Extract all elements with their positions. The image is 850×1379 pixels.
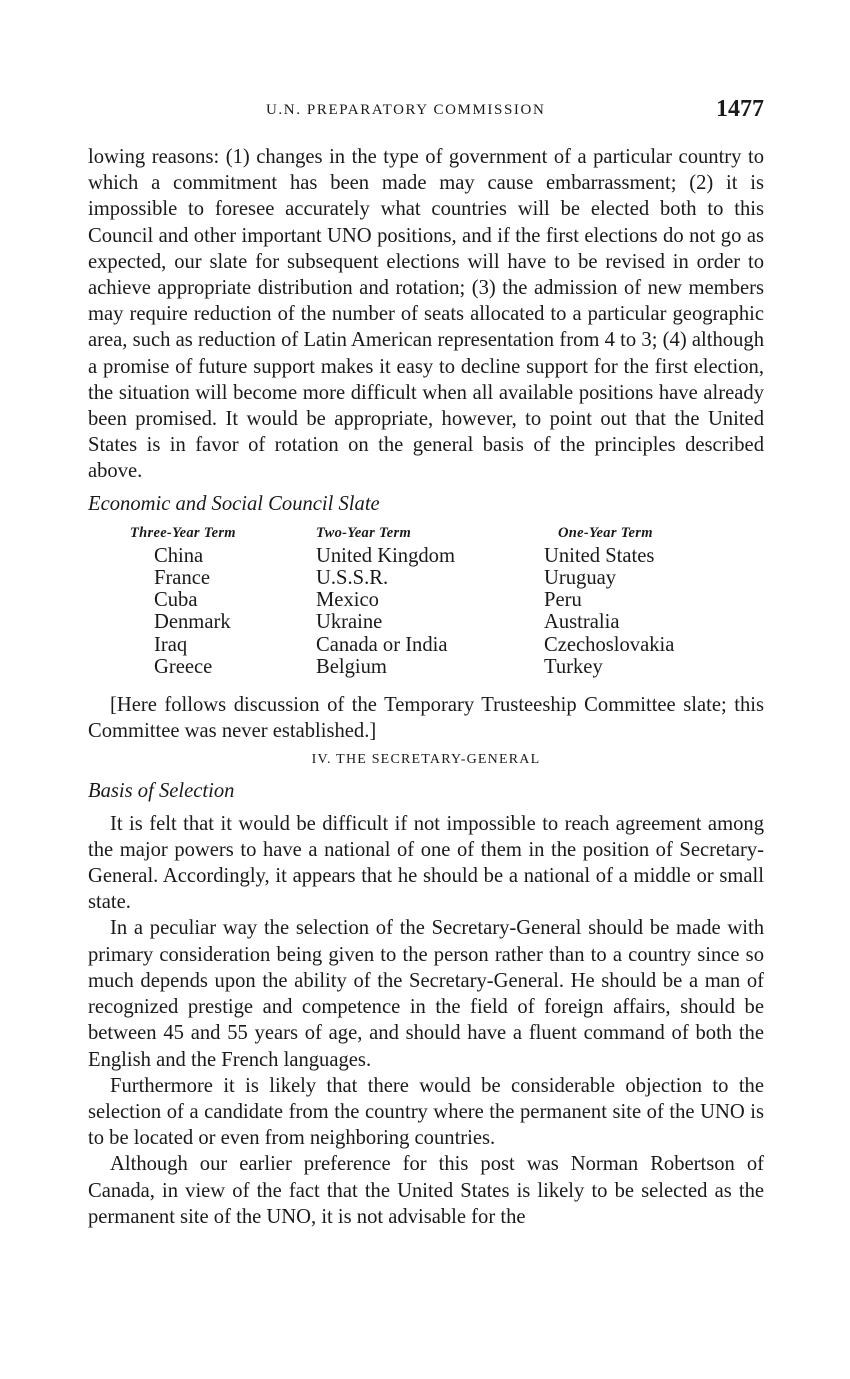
slate-country: Australia	[544, 611, 620, 634]
slate-country: Iraq	[154, 633, 188, 656]
slate-column-header: One-Year Term	[558, 524, 653, 541]
slate-column-header: Two-Year Term	[316, 524, 412, 541]
page-number: 1477	[716, 96, 764, 122]
slate-country: U.S.S.R.	[316, 567, 389, 590]
slate-country: China	[154, 544, 204, 567]
slate-heading: Economic and Social Council Slate	[88, 492, 380, 515]
slate-country: Ukraine	[316, 611, 383, 634]
running-head	[88, 96, 764, 126]
slate-country: Denmark	[154, 611, 231, 634]
slate-country: Turkey	[544, 655, 603, 678]
body-text	[88, 144, 764, 1230]
paragraph-basis-4: Although our earlier preference for this post was Norman Robertson of Canada, in view of the fact that the United States is likely to be selected as the permanent site of the UNO, it is not advisable for the	[88, 1153, 764, 1228]
slate-country: Uruguay	[544, 567, 617, 590]
editorial-note: [Here follows discussion of the Temporary Trusteeship Committee slate; this Committee was never established.]	[88, 694, 764, 743]
slate-column-header: Three-Year Term	[130, 524, 236, 541]
slate-country: France	[154, 567, 211, 590]
paragraph-basis-3: Furthermore it is likely that there would be considerable objection to the selection of a candidate from the country where the permanent site of the UNO is to be located or even from neighboring countries.	[88, 1074, 764, 1150]
paragraph-basis-2: In a peculiar way the selection of the Secretary-General should be made with primary consideration being given to the person rather than to a country since so much depends upon the ability of the Secretary-General. He should be a man of recognized prestige and competence in the field of foreign affairs, should be between 45 and 55 years of age, and should have a fluent command of both the English and the French languages.	[88, 917, 764, 1071]
slate-country: Belgium	[316, 655, 387, 678]
running-title: U.N. PREPARATORY COMMISSION	[266, 102, 546, 118]
slate-table	[130, 523, 764, 678]
slate-country: Greece	[154, 655, 213, 678]
slate-country: United States	[544, 544, 655, 567]
paragraph-basis-1: It is felt that it would be difficult if not impossible to reach agreement among the major powers to have a national of one of them in the position of Secretary-General. Accordingly, it appears that he should be a national of a middle or small state.	[88, 812, 764, 914]
part-heading: IV. THE SECRETARY-GENERAL	[311, 752, 541, 768]
slate-column-three-year	[130, 523, 316, 678]
slate-column-two-year	[316, 523, 544, 678]
slate-column-one-year	[544, 523, 764, 678]
paragraph-reasons: lowing reasons: (1) changes in the type of government of a particular country to which a commitment has been made may cause embarrassment; (2) it is impossible to foresee accurately what countries will be elected both to this Council and other important UNO positions, and if the first elections do not go as expected, our slate for subsequent elections will have to be revised in order to achieve appropriate distribution and rotation; (3) the admission of new members may require reduction of the number of seats allocated to a particular geographic area, such as reduction of Latin American representation from 4 to 3; (4) although a promise of future support makes it easy to decline support for the first election, the situation will become more difficult when all available positions have already been promised. It would be appropriate, however, to point out that the United States is in favor of rotation on the general basis of the principles described above.	[88, 146, 764, 483]
slate-country: United Kingdom	[316, 544, 455, 567]
slate-country: Mexico	[316, 589, 379, 612]
section-subheading: Basis of Selection	[88, 780, 235, 803]
slate-country: Peru	[544, 589, 582, 612]
slate-country: Canada or India	[316, 633, 448, 656]
slate-country: Czechoslovakia	[544, 633, 675, 656]
slate-country: Cuba	[154, 589, 198, 612]
